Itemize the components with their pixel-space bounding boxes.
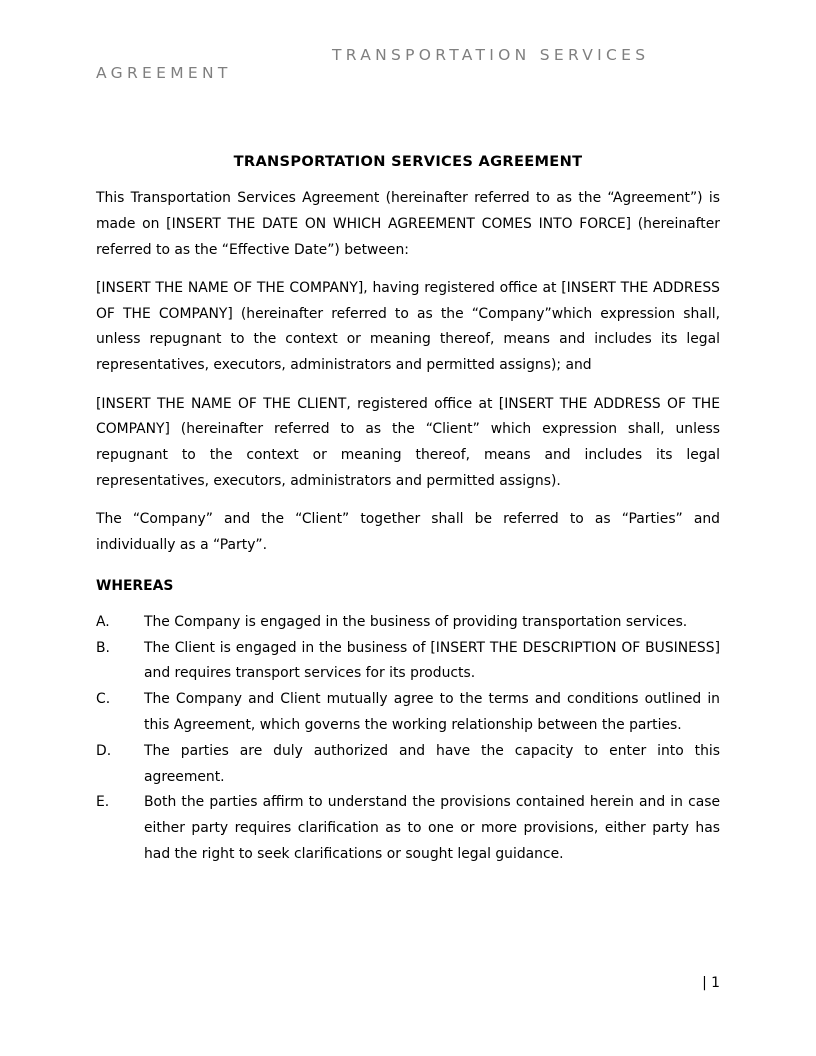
recital-text: The Client is engaged in the business of [INSERT THE DESCRIPTION OF BUSINESS] and requires transport services for its products. bbox=[144, 639, 720, 682]
recital-item bbox=[96, 687, 720, 739]
recital-text: The Company is engaged in the business of providing transportation services. bbox=[144, 613, 688, 630]
recital-letter: D. bbox=[96, 742, 112, 759]
recital-text: Both the parties affirm to understand the provisions contained herein and in case either party requires clarification as to one or more provisions, either party has had the right to seek clarifications or sought legal guidance. bbox=[144, 794, 720, 863]
whereas-heading: WHEREAS bbox=[96, 577, 174, 594]
preamble-paragraph: This Transportation Services Agreement (hereinafter referred to as the “Agreement”) is made on [INSERT THE DATE ON WHICH AGREEMENT COMES INTO FORCE] (hereinafter referred to as the “Effective Date”) between: bbox=[96, 190, 720, 258]
recitals-list bbox=[96, 610, 720, 868]
page-header: TRANSPORTATION SERVICES AGREEMENT bbox=[96, 46, 650, 82]
page-number: | 1 bbox=[702, 975, 720, 991]
recital-item bbox=[96, 636, 720, 688]
parties-definition-paragraph: The “Company” and the “Client” together shall be referred to as “Parties” and individually as a “Party”. bbox=[96, 511, 720, 554]
recital-letter: A. bbox=[96, 613, 110, 630]
recital-letter: C. bbox=[96, 691, 111, 708]
recital-letter: B. bbox=[96, 639, 110, 656]
company-party-paragraph: [INSERT THE NAME OF THE COMPANY], having registered office at [INSERT THE ADDRESS OF THE COMPANY] (hereinafter referred to as the “Company”which expression shall, unless repugnant to the context or meaning thereof, means and includes its legal representatives, executors, administrators and permitted assigns); and bbox=[96, 279, 720, 374]
document-title: TRANSPORTATION SERVICES AGREEMENT bbox=[233, 153, 583, 170]
recital-letter: E. bbox=[96, 794, 110, 811]
document-body bbox=[96, 150, 720, 868]
recital-text: The parties are duly authorized and have the capacity to enter into this agreement. bbox=[144, 742, 720, 785]
client-party-paragraph: [INSERT THE NAME OF THE CLIENT, registered office at [INSERT THE ADDRESS OF THE COMPANY] (hereinafter referred to as the “Client” which expression shall, unless repugnant to the context or meaning thereof, means and includes its legal representatives, executors, administrators and permitted assigns). bbox=[96, 395, 720, 489]
recital-text: The Company and Client mutually agree to the terms and conditions outlined in this Agreement, which governs the working relationship between the parties. bbox=[144, 691, 720, 734]
recital-item bbox=[96, 739, 720, 791]
recital-item bbox=[96, 610, 720, 636]
recital-item bbox=[96, 790, 720, 867]
